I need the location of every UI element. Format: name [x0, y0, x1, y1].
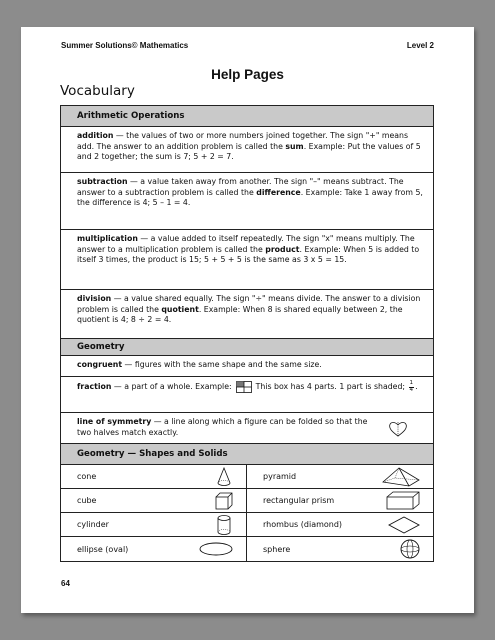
ellipse-icon	[198, 541, 234, 557]
fraction-entry: fraction — a part of a whole. Example: This box has 4 parts. 1 part is shaded; $\frac{1}{4}$ .	[61, 377, 433, 413]
cone-icon	[214, 467, 234, 487]
addition-entry: addition — the values of two or more numbers joined together. The sign "+" means add. The answer to an addition problem is called the sum. Example: Put the values of 5 and 2 together; the sum is 7; 5 + 2 = 7.	[61, 127, 433, 173]
term: fraction	[77, 382, 112, 392]
pyramid-icon	[381, 467, 421, 487]
running-header	[61, 41, 434, 50]
arithmetic-heading: Arithmetic Operations	[61, 106, 433, 127]
congruent-entry: congruent — figures with the same shape and the same size.	[61, 356, 433, 377]
one-quarter-fraction: $\frac{1}{4}$	[409, 380, 414, 393]
term: congruent	[77, 360, 123, 369]
symmetry-entry: line of symmetry — a line along which a figure can be folded so that the two halves match exactly.	[61, 413, 433, 444]
division-entry: division — a value shared equally. The sign "÷" means divide. The answer to a division problem is called the quotient. Example: When 8 is shared equally between 2, the quotient is 4; 8 ÷ 2 = 4.	[61, 290, 433, 339]
shape-cell-cube: cube	[61, 489, 247, 513]
sphere-icon	[399, 538, 421, 560]
shape-cell-sphere: sphere	[247, 537, 433, 561]
geometry-heading: Geometry	[61, 339, 433, 356]
multiplication-entry: multiplication — a value added to itself repeatedly. The sign "x" means multiply. The answer to a multiplication problem is called the product. Example: When 5 is added to itself 3 times, the product is 15; 5 + 5 + 5 is the same as 3 x 5 = 15.	[61, 230, 433, 290]
term: multiplication	[77, 234, 138, 243]
cylinder-icon	[214, 514, 234, 536]
section-subtitle: Vocabulary	[60, 83, 135, 99]
subtraction-entry: subtraction — a value taken away from another. The sign "–" means subtract. The answer to a subtraction problem is called the difference. Example: Take 1 away from 5, the difference is 4; 5 – 1 = 4.	[61, 173, 433, 230]
workbook-page	[21, 27, 474, 613]
term: division	[77, 294, 112, 303]
cube-icon	[214, 491, 234, 511]
shapes-grid	[61, 465, 433, 561]
shape-cell-rectangular-prism: rectangular prism	[247, 489, 433, 513]
heart-symmetry-icon	[389, 421, 407, 437]
vocabulary-table	[60, 105, 434, 562]
shape-cell-ellipse: ellipse (oval)	[61, 537, 247, 561]
term: subtraction	[77, 177, 128, 186]
shapes-heading: Geometry — Shapes and Solids	[61, 444, 433, 465]
rectangular-prism-icon	[385, 491, 421, 511]
term: line of symmetry	[77, 417, 152, 426]
shape-cell-pyramid: pyramid	[247, 465, 433, 489]
shape-cell-cone: cone	[61, 465, 247, 489]
level-label: Level 2	[406, 41, 434, 50]
rhombus-icon	[387, 515, 421, 535]
book-title: Summer Solutions© Mathematics	[61, 41, 189, 50]
fraction-box-icon	[236, 381, 252, 393]
term: addition	[77, 131, 114, 140]
shape-cell-rhombus: rhombus (diamond)	[247, 513, 433, 537]
page-number: 64	[61, 579, 70, 588]
page-title: Help Pages	[211, 67, 284, 82]
shape-cell-cylinder: cylinder	[61, 513, 247, 537]
